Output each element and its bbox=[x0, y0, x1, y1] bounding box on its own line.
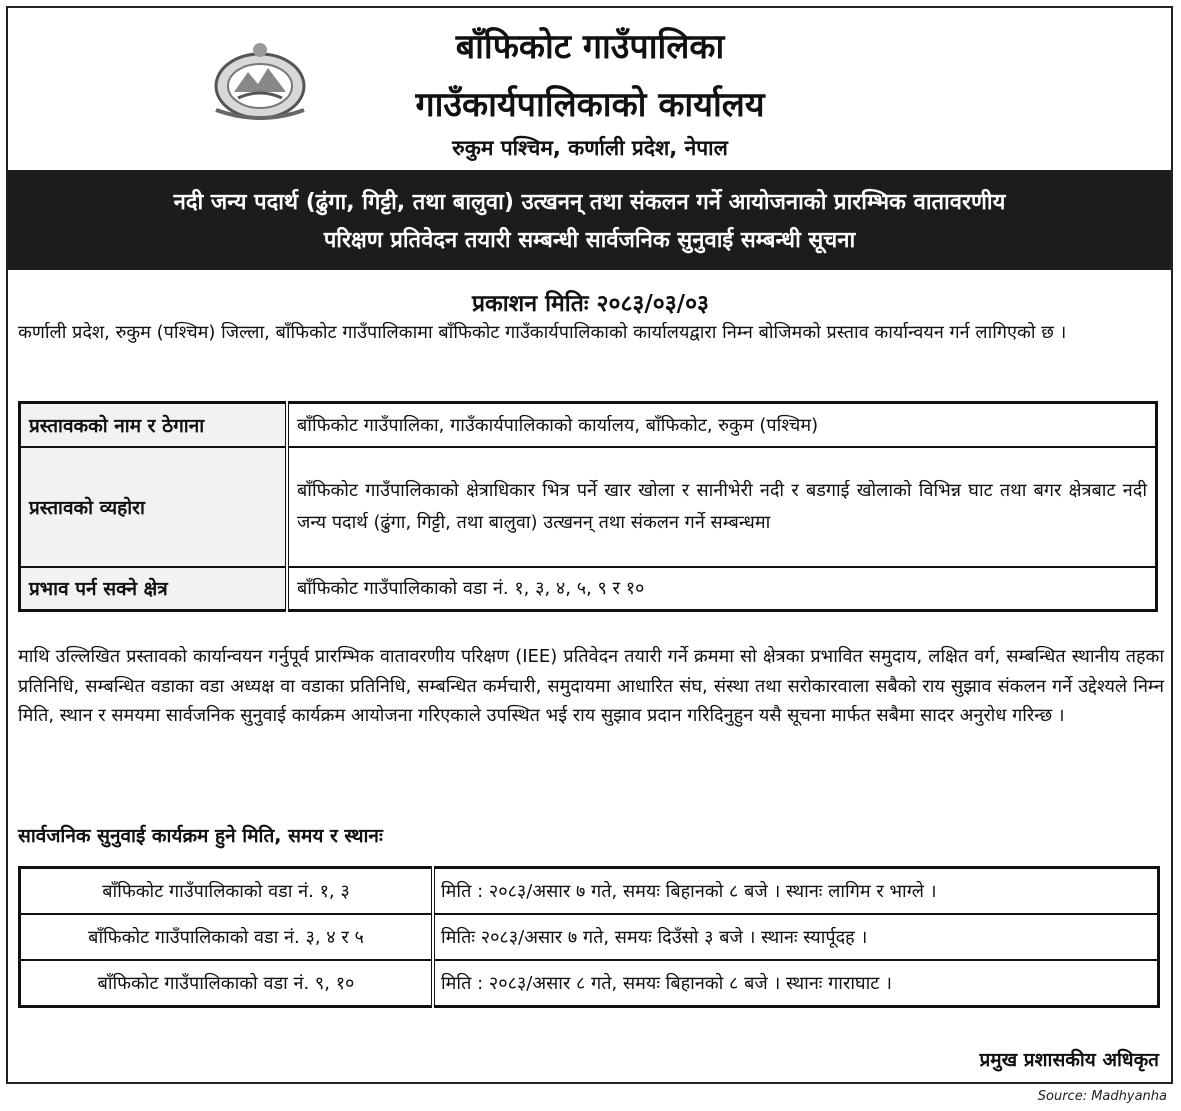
notice-title-banner bbox=[8, 170, 1171, 270]
affected-area-label: प्रभाव पर्न सक्ने क्षेत्र bbox=[20, 567, 288, 611]
proposal-info-table bbox=[18, 401, 1158, 612]
proposer-value: बाँफिकोट गाउँपालिका, गाउँकार्यपालिकाको कार्यालय, बाँफिकोट, रुकुम (पश्चिम) bbox=[287, 403, 1157, 447]
office-address: रुकुम पश्चिम, कर्णाली प्रदेश, नेपाल bbox=[452, 136, 728, 160]
source-credit: Source: Madhyanha bbox=[1037, 1089, 1167, 1104]
signatory-title: प्रमुख प्रशासकीय अधिकृत bbox=[979, 1049, 1159, 1071]
publication-date: प्रकाशन मितिः २०८३/०३/०३ bbox=[471, 291, 710, 317]
affected-area-value: बाँफिकोट गाउँपालिकाको वडा नं. १, ३, ४, ५, ९ र १० bbox=[287, 567, 1157, 611]
schedule-location: बाँफिकोट गाउँपालिकाको वडा नं. ९, १० bbox=[20, 960, 434, 1007]
schedule-details: मिति : २०८३/असार ७ गते, समयः बिहानको ८ बजे । स्थानः लागिम र भाग्ले । bbox=[433, 868, 1159, 915]
office-subtitle-heading: गाउँकार्यपालिकाको कार्यालय bbox=[415, 85, 765, 125]
table-row bbox=[20, 914, 1159, 960]
proposal-description-label: प्रस्तावको व्यहोरा bbox=[20, 447, 288, 567]
schedule-heading: सार्वजनिक सुनुवाई कार्यक्रम हुने मिति, समय र स्थानः bbox=[18, 825, 383, 847]
schedule-details: मिति : २०८३/असार ८ गते, समयः बिहानको ८ बजे । स्थानः गाराघाट । bbox=[433, 960, 1159, 1007]
schedule-details: मितिः २०८३/असार ७ गते, समयः दिउँसो ३ बजे । स्थानः स्यार्पूदह । bbox=[433, 914, 1159, 960]
proposer-label: प्रस्तावकको नाम र ठेगाना bbox=[20, 403, 288, 447]
table-row bbox=[20, 403, 1157, 447]
notice-title-line-1: नदी जन्य पदार्थ (ढुंगा, गिट्टी, तथा बालुवा) उत्खनन् तथा संकलन गर्ने आयोजनाको प्रारम्भिक वातावरणीय bbox=[173, 190, 1006, 215]
nepal-government-emblem-icon bbox=[208, 40, 312, 124]
schedule-location: बाँफिकोट गाउँपालिकाको वडा नं. ३, ४ र ५ bbox=[20, 914, 434, 960]
notice-title-line-2: परिक्षण प्रतिवेदन तयारी सम्बन्धी सार्वजनिक सुनुवाई सम्बन्धी सूचना bbox=[323, 228, 856, 253]
table-row bbox=[20, 960, 1159, 1007]
office-name-heading: बाँफिकोट गाउँपालिका bbox=[455, 27, 725, 67]
intro-paragraph: कर्णाली प्रदेश, रुकुम (पश्चिम) जिल्ला, बाँफिकोट गाउँपालिकामा बाँफिकोट गाउँकार्यपालिकाको कार्यालयद्वारा निम्न बोजिमको प्रस्ताव कार्यान्वयन गर्न लागिएको छ । bbox=[18, 322, 1067, 343]
table-row bbox=[20, 447, 1157, 567]
table-row bbox=[20, 868, 1159, 915]
schedule-location: बाँफिकोट गाउँपालिकाको वडा नं. १, ३ bbox=[20, 868, 434, 915]
body-paragraph: माथि उल्लिखित प्रस्तावको कार्यान्वयन गर्नुपूर्व प्रारम्भिक वातावरणीय परिक्षण (IEE) प्रतिवेदन तयारी गर्ने क्रममा सो क्षेत्रका प्रभावित समुदाय, लक्षित वर्ग, सम्बन्धित स्थानीय तहका प्रतिनिधि, सम्बन्धित वडाका वडा अध्यक्ष वा वडाका प्रतिनिधि, सम्बन्धित कर्मचारी, समुदायमा आधारित संघ, संस्था तथा सरोकारवाला सबैको राय सुझाव संकलन गर्ने उद्देश्यले निम्न मिति, स्थान र समयमा सार्वजनिक सुनुवाई कार्यक्रम आयोजना गरिएकाले उपस्थित भई राय सुझाव प्रदान गरिदिनुहुन यसै सूचना मार्फत सबैमा सादर अनुरोध गरिन्छ । bbox=[18, 646, 1164, 726]
proposal-description-value: बाँफिकोट गाउँपालिकाको क्षेत्राधिकार भित्र पर्ने खार खोला र सानीभेरी नदी र बडगाई खोलाको विभिन्न घाट तथा बगर क्षेत्रबाट नदी जन्य पदार्थ (ढुंगा, गिट्टी, तथा बालुवा) उत्खनन् तथा संकलन गर्ने सम्बन्धमा bbox=[287, 447, 1157, 567]
hearing-schedule-table bbox=[18, 866, 1160, 1008]
table-row bbox=[20, 567, 1157, 611]
